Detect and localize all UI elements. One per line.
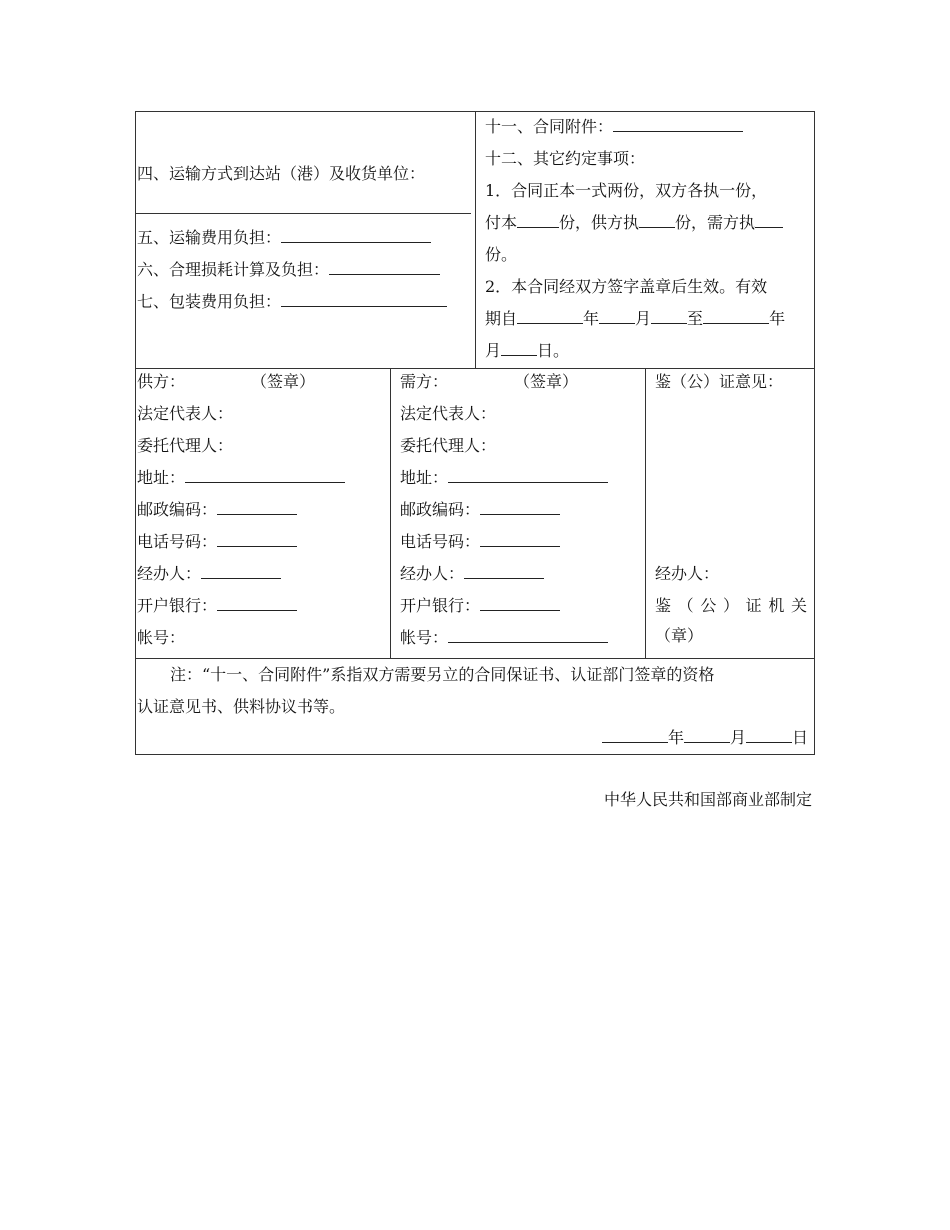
buyer-zip: 邮政编码： (400, 500, 560, 520)
blank-field[interactable] (517, 309, 583, 324)
buyer-agent: 委托代理人： (400, 436, 497, 455)
item-attachments: 十一、合同附件： (485, 117, 743, 137)
divider-party-2 (645, 368, 646, 658)
supplier-address: 地址： (137, 468, 345, 488)
divider-top-vertical (475, 112, 476, 368)
blank-field[interactable] (684, 728, 730, 743)
divider-top-left-inner (136, 213, 471, 214)
blank-field[interactable] (602, 728, 668, 743)
note-line-2: 认证意见书、供料协议书等。 (137, 697, 346, 716)
blank-field[interactable] (448, 628, 608, 643)
blank-field[interactable] (599, 309, 635, 324)
supplier-rep: 法定代表人： (137, 404, 234, 423)
supplier-bank: 开户银行： (137, 596, 297, 616)
item-loss-calc: 六、合理损耗计算及负担： (137, 260, 440, 280)
blank-field[interactable] (281, 292, 447, 307)
note-line-1: 注：“十一、合同附件”系指双方需要另立的合同保证书、认证部门签章的资格 (170, 665, 715, 684)
clause-1-line-3: 份。 (485, 245, 518, 264)
item-transport-destination: 四、运输方式到达站（港）及收货单位： (137, 164, 426, 183)
blank-field[interactable] (448, 468, 608, 483)
blank-field[interactable] (217, 596, 297, 611)
item-other-terms: 十二、其它约定事项： (485, 149, 646, 168)
blank-field[interactable] (613, 117, 743, 132)
note-date: 年 月 日 (602, 728, 808, 748)
divider-party-1 (390, 368, 391, 658)
blank-field[interactable] (480, 596, 560, 611)
blank-field[interactable] (201, 564, 281, 579)
divider-row-2 (136, 658, 814, 659)
blank-field[interactable] (755, 213, 783, 228)
blank-field[interactable] (185, 468, 345, 483)
item-packaging-cost: 七、包装费用负担： (137, 292, 447, 312)
buyer-seal: （签章） (514, 372, 579, 391)
clause-2-line-2: 期自 年 月 至 年 (485, 309, 786, 328)
clause-1-line-2: 付本 份，供方执 份，需方执 (485, 213, 783, 233)
notary-opinion: 鉴（公）证意见： (655, 372, 784, 391)
supplier-phone: 电话号码： (137, 532, 297, 552)
supplier-title: 供方： (137, 372, 186, 391)
blank-field[interactable] (517, 213, 559, 228)
notary-org: 鉴 （ 公 ） 证 机 关 (655, 596, 807, 615)
item-transport-cost: 五、运输费用负担： (137, 228, 431, 248)
notary-handler: 经办人： (655, 564, 720, 583)
supplier-seal: （签章） (251, 372, 316, 391)
supplier-zip: 邮政编码： (137, 500, 297, 520)
buyer-account: 帐号： (400, 628, 608, 648)
blank-field[interactable] (651, 309, 687, 324)
buyer-title: 需方： (400, 372, 449, 391)
supplier-account: 帐号： (137, 628, 186, 647)
supplier-handler: 经办人： (137, 564, 281, 584)
buyer-address: 地址： (400, 468, 608, 488)
blank-field[interactable] (329, 260, 440, 275)
buyer-handler: 经办人： (400, 564, 544, 584)
blank-field[interactable] (217, 500, 297, 515)
blank-field[interactable] (639, 213, 675, 228)
clause-2-line-1: 2．本合同经双方签字盖章后生效。有效 (485, 277, 768, 296)
contract-form-table (135, 111, 815, 755)
buyer-rep: 法定代表人： (400, 404, 497, 423)
supplier-agent: 委托代理人： (137, 436, 234, 455)
clause-1-line-1: 1．合同正本一式两份，双方各执一份， (485, 181, 768, 200)
blank-field[interactable] (464, 564, 544, 579)
issuer-footer: 中华人民共和国部商业部制定 (603, 790, 812, 809)
buyer-bank: 开户银行： (400, 596, 560, 616)
blank-field[interactable] (217, 532, 297, 547)
divider-row-1 (136, 368, 814, 369)
blank-field[interactable] (480, 500, 560, 515)
clause-2-line-3: 月 日。 (485, 341, 570, 360)
buyer-phone: 电话号码： (400, 532, 560, 552)
blank-field[interactable] (501, 341, 537, 356)
notary-org-seal: （章） (655, 626, 704, 645)
blank-field[interactable] (746, 728, 792, 743)
blank-field[interactable] (480, 532, 560, 547)
blank-field[interactable] (703, 309, 769, 324)
blank-field[interactable] (281, 228, 431, 243)
